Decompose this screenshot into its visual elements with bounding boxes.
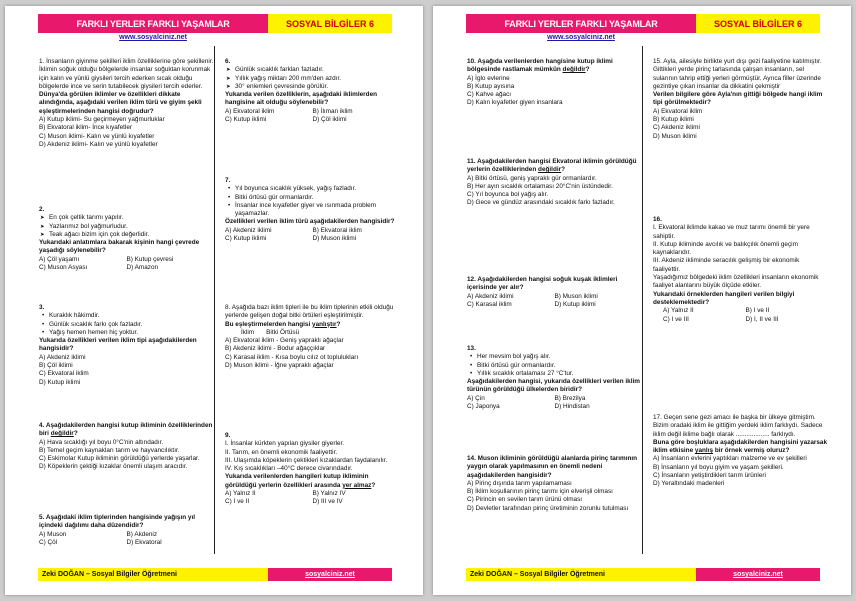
table-header-vegetation: Bitki Örtüsü bbox=[266, 328, 300, 336]
option-b: B) Akdeniz bbox=[126, 530, 158, 538]
option-d: D) III ve IV bbox=[312, 498, 343, 506]
list-item: ➤ Yazlarımız bol yağmurludur. bbox=[39, 223, 214, 231]
option-b: B) İklim koşullarının pirinç tarımı için elverişli olması bbox=[467, 488, 613, 496]
list-item: ➤ En çok çeltik tarımı yapılır. bbox=[39, 214, 214, 222]
question-stem: 12. Aşağıdakilerden hangisi soğuk kuşak iklimleri içerisinde yer alır? bbox=[467, 276, 618, 292]
negation-word: değildir bbox=[50, 430, 74, 438]
negation-word: yer almaz bbox=[342, 481, 372, 489]
question-number: 16. bbox=[653, 216, 662, 223]
option-d: D) Muson iklimi bbox=[312, 235, 357, 243]
option-c: C) Yıl boyunca bol yağış alır. bbox=[467, 191, 549, 199]
option-d: D) Amazon bbox=[126, 264, 159, 272]
question-text: 17. Geçen sene gezi amacı ile başka bir ülkeye gitmiştim. Bizim oradaki iklim ile gittiğim yerdeki iklim farklıydı. Sadece iklim değil iklime bağlı olarak ................... farklıydı. bbox=[653, 414, 823, 438]
page-header bbox=[38, 14, 392, 33]
list-item: IV. Kış sıcaklıkları –40°C derece civarındadır. bbox=[225, 465, 353, 473]
list-item: I. Ekvatoral iklimde kakao ve muz tarımı önemli bir yere sahiptir. bbox=[653, 224, 810, 240]
worksheet-page-1 bbox=[5, 6, 423, 595]
question-17 bbox=[653, 414, 828, 489]
option-a: A) Ekvatoral iklim bbox=[225, 107, 275, 115]
option-d: D) Hindistan bbox=[554, 403, 590, 411]
question-16 bbox=[653, 216, 828, 324]
question-5 bbox=[39, 514, 214, 547]
column-divider bbox=[214, 46, 215, 554]
negation-word: yanlıştır bbox=[312, 320, 337, 328]
list-item: I. İnsanlar kürkten yapılan giysiler giyerler. bbox=[225, 440, 344, 448]
option-a: A) Akdeniz iklimi bbox=[467, 292, 514, 300]
option-c: C) Eskimolar Kutup ikliminin görüldüğü yerlerde yaşarlar. bbox=[39, 455, 200, 463]
option-c: C) Karasal iklim - Kısa boylu cılız ot toplulukları bbox=[225, 353, 359, 361]
list-item: ➤ Teak ağacı bizim için çok değerlidir. bbox=[39, 231, 214, 239]
question-stem: Yukarıdaki örneklerden hangileri verilen bilgiyi desteklemektedir? bbox=[653, 290, 795, 306]
negation-word: yanlış bbox=[694, 447, 714, 455]
option-b: B) Her ayın sıcaklık ortalaması 20°C'nin üstündedir. bbox=[467, 182, 613, 190]
option-a: A) Çin bbox=[467, 394, 485, 402]
option-d: D) Akdeniz iklimi- Kalın ve yünlü kıyafetler bbox=[39, 140, 158, 148]
question-stem: Yukarıda verilen özelliklerin, aşağıdaki iklimlerden hangisine ait olduğu söylenebilir? bbox=[225, 91, 378, 107]
option-d: D) Kutup iklimi bbox=[554, 300, 596, 308]
question-text: Yaşadığımız bölgedeki iklim özellikleri insanların ekonomik faaliyet alanlarını büyük ölçüde etkiler. bbox=[653, 274, 819, 290]
option-b: B) İlıman iklim bbox=[312, 107, 353, 115]
question-number: 6. bbox=[225, 58, 231, 65]
option-a: A) Pirinç dışında tarım yapılamaması bbox=[467, 479, 572, 487]
option-c: C) Pirincin en sevilen tarım ürünü olması bbox=[467, 496, 583, 504]
question-mark: ? bbox=[585, 66, 590, 74]
option-d: D) Kalın kıyafetler giyen insanlara bbox=[467, 99, 563, 107]
list-item: • Bitki örtüsü gür ormanlardır. bbox=[467, 362, 642, 370]
question-8 bbox=[225, 304, 400, 370]
option-d: D) I, II ve III bbox=[745, 315, 779, 323]
option-d: D) Muson iklimi bbox=[653, 132, 697, 140]
list-item: ➤ Yıllık yağış miktarı 200 mm'den azdır. bbox=[225, 75, 400, 83]
site-url-link[interactable]: www.sosyalciniz.net bbox=[547, 34, 615, 41]
option-c: C) Kahve ağacı bbox=[467, 91, 512, 99]
option-d: D) Yeraltındaki madenleri bbox=[653, 480, 725, 488]
question-3 bbox=[39, 304, 214, 387]
question-6 bbox=[225, 58, 400, 124]
option-a: A) Ekvatoral iklim - Geniş yapraklı ağaçlar bbox=[225, 337, 344, 345]
question-stem: 11. Aşağıdakilerden hangisi Ekvatoral iklimin görüldüğü yerlerin özelliklerinden bbox=[467, 158, 637, 174]
worksheet-page-2 bbox=[433, 6, 851, 595]
option-c: C) I ve III bbox=[663, 315, 689, 323]
site-url-link[interactable]: www.sosyalciniz.net bbox=[119, 34, 187, 41]
author-label: Zeki DOĞAN – Sosyal Bilgiler Öğretmeni bbox=[466, 568, 696, 581]
question-stem: Buna göre boşluklara aşağıdakilerden hangisini yazarsak iklim etkisine bbox=[653, 438, 828, 455]
question-stem: 14. Muson ikliminin görüldüğü alanlarda pirinç tarımının yaygın olarak yapılmasının en önemli nedeni aşağıdakilerden hangisidir? bbox=[467, 455, 638, 479]
option-b: B) Kutup iklimi bbox=[653, 116, 694, 124]
option-c: C) İnsanların yetiştirdikleri tarım ürünleri bbox=[653, 472, 766, 480]
question-number: 3. bbox=[39, 304, 45, 311]
option-a: A) Kutup iklimi- Su geçirmeyen yağmurluklar bbox=[39, 116, 165, 124]
list-item: II. Tarım, en önemli ekonomik faaliyettir. bbox=[225, 448, 338, 456]
list-item: • Yıllık sıcaklık ortalaması 27 °C'tur. bbox=[467, 370, 642, 378]
question-mark: ? bbox=[336, 320, 341, 328]
question-4 bbox=[39, 422, 214, 472]
option-d: D) Gece ve gündüz arasındaki sıcaklık farkı fazladır. bbox=[467, 199, 615, 207]
worksheet-title: FARKLI YERLER FARKLI YAŞAMLAR bbox=[466, 14, 696, 33]
author-label: Zeki DOĞAN – Sosyal Bilgiler Öğretmeni bbox=[38, 568, 268, 581]
worksheet-title: FARKLI YERLER FARKLI YAŞAMLAR bbox=[38, 14, 268, 33]
question-stem: Verilen bilgilere göre Ayla'nın gittiği bölgede hangi iklim tipi görülmektedir? bbox=[653, 91, 823, 107]
question-11 bbox=[467, 158, 642, 208]
list-item: II. Kutup ikliminde avcılık ve balıkçılık önemli geçim kaynaklarıdır. bbox=[653, 240, 798, 257]
question-text: 8. Aşağıda bazı iklim tipleri ile bu iklim tiplerinin etkili olduğu yerlerde gelişen doğal bitki örtüleri eşleştirilmiştir. bbox=[225, 304, 394, 320]
option-c: C) Muson Asyası bbox=[39, 264, 88, 272]
option-b: B) Brezilya bbox=[554, 394, 586, 402]
option-a: A) İnsanların evlerini yaptıkları malzeme ve ev şekilleri bbox=[653, 455, 807, 463]
question-2 bbox=[39, 206, 214, 272]
option-c: C) Ekvatoral iklim bbox=[39, 370, 89, 378]
option-b: B) Ekvatoral iklim bbox=[312, 226, 362, 234]
list-item: ➤ 30° enlemleri çevresinde görülür. bbox=[225, 83, 400, 91]
question-stem: Bu eşleştirmelerden hangisi bbox=[225, 320, 313, 328]
question-mark: ? bbox=[371, 481, 376, 489]
option-d: D) Köpeklerin çektiği kızaklar önemli ulaşım aracıdır. bbox=[39, 463, 188, 471]
table-header-climate: İklim bbox=[241, 328, 255, 336]
option-c: C) Kutup iklimi bbox=[225, 235, 267, 243]
option-c: C) I ve II bbox=[225, 498, 250, 506]
column-divider bbox=[642, 46, 643, 554]
option-b: B) Kutup ayısına bbox=[467, 82, 515, 90]
option-a: A) Bitki örtüsü, geniş yapraklı gür ormanlardır. bbox=[467, 174, 597, 182]
page-footer bbox=[466, 568, 820, 581]
subject-label: SOSYAL BİLGİLER 6 bbox=[268, 14, 392, 33]
option-a: A) Hava sıcaklığı yıl boyu 0°C'nin altındadır. bbox=[39, 438, 164, 446]
list-item: • Bitki örtüsü gür ormanlardır. bbox=[225, 194, 400, 202]
question-15 bbox=[653, 58, 828, 141]
option-a: A) Akdeniz iklimi bbox=[225, 226, 272, 234]
question-stem: Aşağıdakilerden hangisi, yukarıda özellikleri verilen iklim türünün görüldüğü ülkelerden biridir? bbox=[467, 378, 640, 394]
option-b: B) I ve II bbox=[745, 307, 770, 315]
question-text: 1. İnsanların giyinme şekilleri iklim özelliklerine göre şekillenir. İklimin soğuk olduğu bölgelerde insanlar soğuktan korunmak için kalın ve yünlü giysileri tercih ederken sıcak olduğu bölgelerde ince ve serin tutabilecek giysileri tercih ederler. bbox=[39, 58, 214, 90]
option-d: D) Kutup iklimi bbox=[39, 378, 81, 386]
page-header bbox=[466, 14, 820, 33]
list-item: • Kuraklık hâkimdir. bbox=[39, 312, 214, 320]
option-a: A) Ekvatoral iklim bbox=[653, 107, 703, 115]
option-b: B) Yalnız IV bbox=[312, 490, 346, 498]
list-item: III. Ulaşımda köpeklerin çektikleri kızaklardan faydalanılır. bbox=[225, 456, 388, 464]
option-a: A) Çöl yaşamı bbox=[39, 255, 80, 263]
option-d: D) Muson iklimi - İğne yapraklı ağaçlar bbox=[225, 362, 334, 370]
question-stem: 10. Aşağıda verilenlerden hangisine kutup iklimi bölgesinde rastlamak mümkün bbox=[467, 58, 613, 74]
list-item: III. Akdeniz ikliminde seracılık gelişmiş bir ekonomik faaliyettir. bbox=[653, 257, 800, 273]
option-c: C) Kutup iklimi bbox=[225, 116, 267, 124]
question-number: 2. bbox=[39, 206, 45, 213]
option-c: C) Akdeniz iklimi bbox=[653, 124, 700, 132]
question-stem: 5. Aşağıdaki iklim tiplerinden hangisinde yağışın yıl içindeki dağılımı daha düzendidir? bbox=[39, 514, 196, 530]
question-number: 13. bbox=[467, 345, 476, 352]
question-12 bbox=[467, 276, 642, 309]
option-b: B) İnsanların yıl boyu giyim ve yaşam şekilleri. bbox=[653, 463, 784, 471]
option-a: A) Muson bbox=[39, 530, 67, 538]
option-d: D) Çöl iklimi bbox=[312, 116, 347, 124]
question-stem: 4. Aşağıdakilerden hangisi kutup ikliminin özelliklerinden biri bbox=[39, 422, 213, 438]
question-stem: Yukarıdaki anlatımlara bakarak kişinin hangi çevrede yaşadığı söylenebilir? bbox=[39, 239, 200, 255]
option-b: B) Temel geçim kaynakları tarım ve hayvancılıktır. bbox=[39, 446, 180, 454]
option-a: A) İglo evlerine bbox=[467, 74, 510, 82]
question-stem-end: bir örnek vermiş oluruz? bbox=[713, 447, 790, 455]
option-c: C) Karasal iklim bbox=[467, 300, 512, 308]
question-number: 7. bbox=[225, 177, 231, 184]
list-item: • Günlük sıcaklık farkı çok fazladır. bbox=[39, 321, 214, 329]
option-b: B) Ekvatoral iklim- İnce kıyafetler bbox=[39, 124, 133, 132]
option-a: A) Yalnız II bbox=[225, 490, 256, 498]
option-b: B) Muson iklimi bbox=[554, 292, 598, 300]
question-1 bbox=[39, 58, 214, 149]
question-number: 9. bbox=[225, 432, 231, 439]
option-d: D) Devletler tarafından pirinç üretiminin zorunlu tutulması bbox=[467, 504, 629, 512]
footer-site-link[interactable]: sosyalciniz.net bbox=[696, 568, 820, 581]
question-13 bbox=[467, 345, 642, 411]
option-c: C) Çöl bbox=[39, 538, 58, 546]
question-7 bbox=[225, 177, 400, 243]
list-item: • Her mevsim bol yağış alır. bbox=[467, 353, 642, 361]
option-d: D) Ekvatoral bbox=[126, 538, 162, 546]
option-a: A) Akdeniz iklimi bbox=[39, 353, 86, 361]
option-c: C) Muson iklimi- Kalın ve yünlü kıyafetler bbox=[39, 132, 155, 140]
question-stem: Özellikleri verilen iklim türü aşağıdakilerden hangisidir? bbox=[225, 218, 395, 226]
option-c: C) Japonya bbox=[467, 403, 500, 411]
question-mark: ? bbox=[561, 166, 566, 174]
list-item: • Yağış hemen hemen hiç yoktur. bbox=[39, 329, 214, 337]
list-item: • İnsanlar ince kıyafetler giyer ve ısınmada problem yaşamazlar. bbox=[225, 202, 400, 219]
list-item: • Yıl boyunca sıcaklık yüksek, yağış fazladır. bbox=[225, 185, 400, 193]
negation-word: değildir bbox=[562, 66, 586, 74]
option-b: B) Kutup çevresi bbox=[126, 255, 174, 263]
option-b: B) Akdeniz iklimi - Bodur ağaççıklar bbox=[225, 345, 326, 353]
question-text: 15. Ayla, ailesiyle birlikte yurt dışı gezi faaliyetine katılmıştır. Gittikleri yerde pirinç tarlasında çalışan insanların, sel sularının tahrip ettiği yerleri görmüştür. Ayrıca filler üzerinde gezintiye çıkan insanlar da dikkatini çekmiştir bbox=[653, 58, 822, 90]
option-b: B) Çöl iklimi bbox=[39, 362, 73, 370]
footer-site-link[interactable]: sosyalciniz.net bbox=[268, 568, 392, 581]
negation-word: değildir bbox=[538, 166, 562, 174]
question-10 bbox=[467, 58, 642, 108]
question-14 bbox=[467, 455, 642, 513]
question-stem: Yukarıda özellikleri verilen iklim tipi aşağıdakilerden hangisidir? bbox=[39, 337, 197, 353]
subject-label: SOSYAL BİLGİLER 6 bbox=[696, 14, 820, 33]
page-footer bbox=[38, 568, 392, 581]
question-stem: Dünya'da görülen iklimler ve özellikleri dikkate alındığında, aşağıdaki verilen iklim türü ve giyim şekli eşleştirmelerinden hangisi doğrudur? bbox=[39, 91, 202, 115]
question-stem: Yukarıda verilenlerden hangileri kutup ikliminin görüldüğü yerlerin özellikleri arasında bbox=[225, 473, 369, 489]
option-a: A) Yalnız II bbox=[663, 307, 694, 315]
question-mark: ? bbox=[73, 430, 78, 438]
list-item: ➤ Günlük sıcaklık farkları fazladır. bbox=[225, 66, 400, 74]
question-9 bbox=[225, 432, 400, 507]
